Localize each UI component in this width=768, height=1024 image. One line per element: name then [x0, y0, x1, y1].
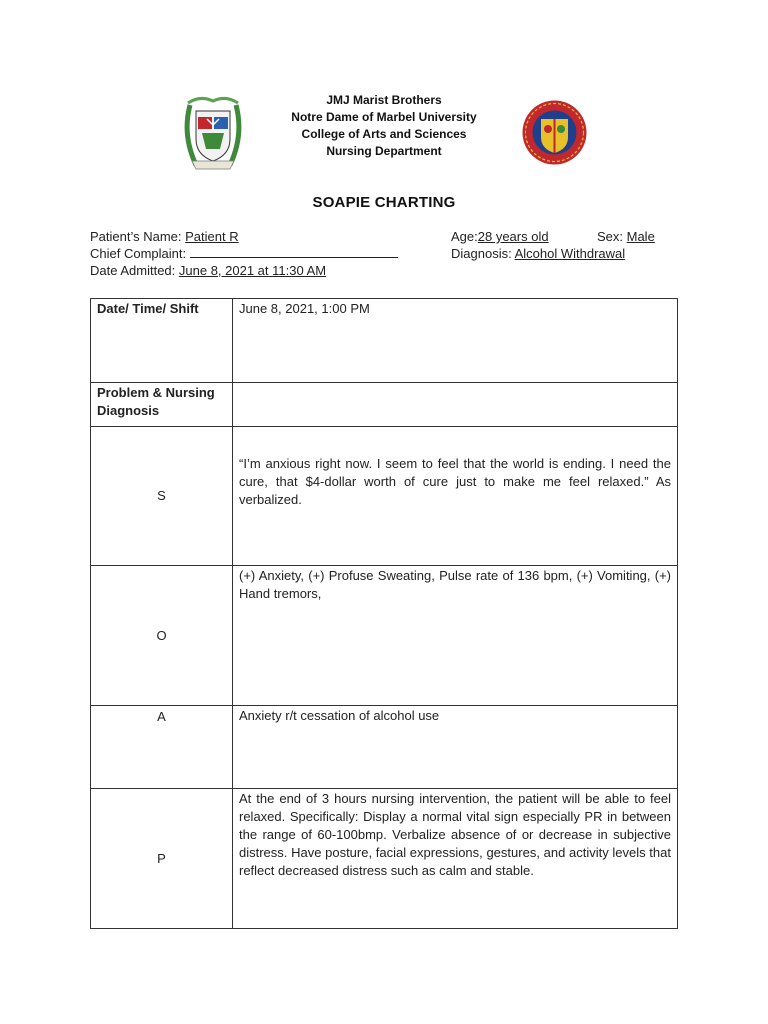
row-content: At the end of 3 hours nursing intervention, the patient will be able to feel relaxed. Specifically: Display a normal vital sign especially PR in between the range of 60-100bmp. Verbalize absence of or decrease in subjective distress. Have posture, facial expressions, gestures, and activity levels that reflect decreased distress such as calm and stable. — [239, 791, 671, 878]
table-row — [91, 789, 678, 929]
diagnosis-label: Diagnosis: — [451, 246, 515, 261]
chief-complaint-blank — [190, 245, 398, 258]
date-admitted-label: Date Admitted: — [90, 263, 179, 278]
org-line-2: Notre Dame of Marbel University — [291, 110, 477, 124]
diagnosis-value: Alcohol Withdrawal — [514, 246, 626, 261]
patient-sex-label: Sex: — [597, 229, 627, 244]
patient-sex-line — [597, 228, 655, 245]
row-label: Problem & Nursing Diagnosis — [97, 385, 215, 418]
patient-sex-value: Male — [626, 229, 655, 244]
table-row — [91, 383, 678, 427]
row-content-cell — [233, 789, 678, 929]
row-label: Date/ Time/ Shift — [97, 301, 199, 316]
soapie-table — [90, 298, 678, 929]
row-label-cell — [91, 706, 233, 789]
row-content — [233, 383, 677, 385]
row-label-cell — [91, 427, 233, 566]
row-content: (+) Anxiety, (+) Profuse Sweating, Pulse rate of 136 bpm, (+) Vomiting, (+) Hand tremors, — [239, 568, 671, 601]
row-content-cell — [233, 706, 678, 789]
table-row — [91, 566, 678, 706]
row-content-cell — [233, 566, 678, 706]
patient-age-label: Age: — [451, 229, 478, 244]
patient-age-value: 28 years old — [477, 229, 549, 244]
college-seal-icon — [521, 99, 588, 166]
institution-header — [0, 92, 768, 160]
row-content: Anxiety r/t cessation of alcohol use — [239, 708, 440, 723]
patient-name-value: Patient R — [185, 229, 239, 244]
patient-age-line — [451, 228, 549, 245]
org-line-1: JMJ Marist Brothers — [326, 93, 442, 107]
row-label: A — [157, 709, 166, 724]
chief-complaint-label: Chief Complaint: — [90, 246, 190, 261]
row-label-cell — [91, 789, 233, 929]
date-admitted-line — [90, 262, 326, 279]
org-line-4: Nursing Department — [326, 144, 442, 158]
row-label: S — [157, 488, 166, 503]
document-title: SOAPIE CHARTING — [312, 194, 456, 211]
row-label-cell — [91, 566, 233, 706]
patient-name-label: Patient’s Name: — [90, 229, 186, 244]
chief-complaint-line — [90, 245, 398, 262]
row-label: P — [157, 850, 166, 866]
date-admitted-value: June 8, 2021 at 11:30 AM — [178, 263, 327, 278]
row-content-cell — [233, 383, 678, 427]
row-label-cell — [91, 383, 233, 427]
row-content-cell — [233, 299, 678, 383]
row-content-cell — [233, 427, 678, 566]
org-line-3: College of Arts and Sciences — [301, 127, 467, 141]
row-content: “I’m anxious right now. I seem to feel that the world is ending. I need the cure, that $4-dollar worth of cure just to make me feel relaxed.” As verbalized. — [239, 456, 671, 507]
patient-name-line — [90, 228, 239, 245]
row-label-cell — [91, 299, 233, 383]
row-content: June 8, 2021, 1:00 PM — [239, 301, 370, 316]
table-row — [91, 706, 678, 789]
diagnosis-line — [451, 245, 625, 262]
row-label: O — [156, 627, 167, 643]
table-row — [91, 299, 678, 383]
table-row — [91, 427, 678, 566]
